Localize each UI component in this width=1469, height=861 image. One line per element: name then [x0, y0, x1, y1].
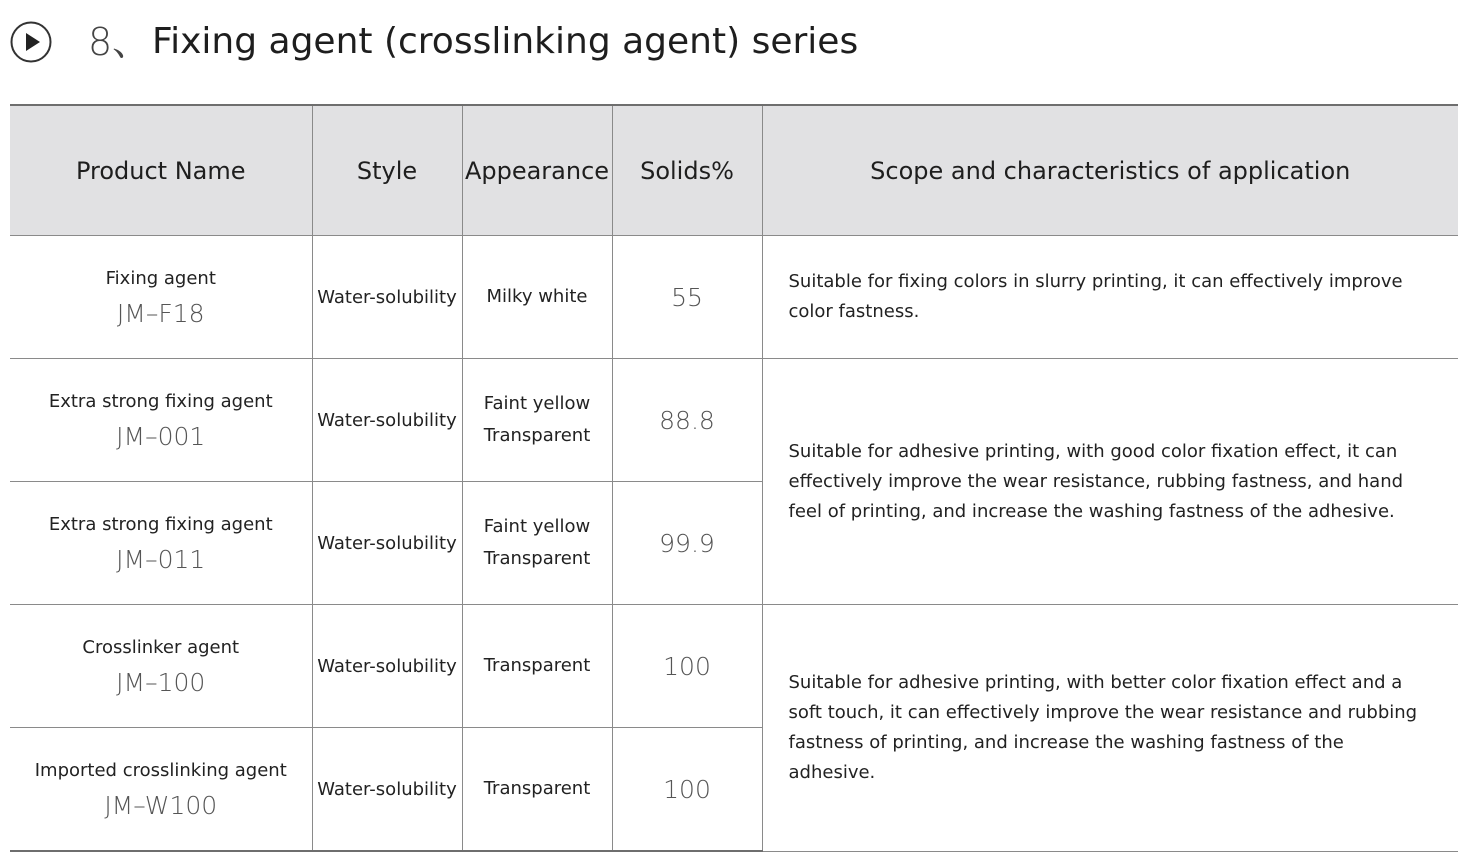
table-row — [10, 359, 1458, 482]
play-circle-icon — [10, 21, 52, 63]
section-title-bar — [10, 18, 859, 66]
solids-cell: 88.8 — [612, 359, 762, 482]
solids-cell: 100 — [612, 605, 762, 728]
appearance-cell — [462, 728, 612, 852]
solids-cell: 55 — [612, 236, 762, 359]
section-number: 8、 — [88, 20, 151, 64]
scope-cell: Suitable for adhesive printing, with good color fixation effect, it can effectively improve the wear resistance, rubbing fastness, and hand feel of printing, and increase the washing fastness of the adhesive. — [762, 359, 1458, 605]
solids-cell: 99.9 — [612, 482, 762, 605]
product-name: Extra strong fixing agent — [48, 391, 273, 412]
appearance-line: Faint yellow — [483, 516, 591, 537]
solids-cell: 100 — [612, 728, 762, 852]
appearance-line: Transparent — [483, 778, 591, 799]
product-name-cell — [10, 482, 312, 605]
appearance-line: Transparent — [483, 425, 591, 446]
appearance-line: Milky white — [486, 286, 588, 307]
product-code: JM–100 — [116, 668, 206, 697]
product-name: Extra strong fixing agent — [48, 514, 273, 535]
style-cell: Water-solubility — [312, 482, 462, 605]
product-name: Fixing agent — [105, 268, 216, 289]
style-cell: Water-solubility — [312, 728, 462, 852]
product-name-cell — [10, 359, 312, 482]
appearance-line: Transparent — [483, 655, 591, 676]
appearance-cell — [462, 359, 612, 482]
style-cell: Water-solubility — [312, 605, 462, 728]
product-name-cell — [10, 728, 312, 852]
product-code: JM–001 — [116, 422, 206, 451]
style-cell: Water-solubility — [312, 236, 462, 359]
style-cell: Water-solubility — [312, 359, 462, 482]
product-name-cell — [10, 236, 312, 359]
scope-cell: Suitable for fixing colors in slurry printing, it can effectively improve color fastness. — [762, 236, 1458, 359]
appearance-cell — [462, 605, 612, 728]
header-style: Style — [312, 105, 462, 236]
header-scope: Scope and characteristics of application — [762, 105, 1458, 236]
table-header-row — [10, 105, 1458, 236]
table-row — [10, 605, 1458, 728]
header-product-name: Product Name — [10, 105, 312, 236]
product-code: JM–011 — [116, 545, 206, 574]
appearance-line: Faint yellow — [483, 393, 591, 414]
appearance-line: Transparent — [483, 548, 591, 569]
product-name: Crosslinker agent — [82, 637, 240, 658]
product-name: Imported crosslinking agent — [34, 760, 287, 781]
section-title: Fixing agent (crosslinking agent) series — [152, 21, 859, 62]
product-name-cell — [10, 605, 312, 728]
scope-cell: Suitable for adhesive printing, with better color fixation effect and a soft touch, it can effectively improve the wear resistance and rubbing fastness of printing, and increase the washing fastness of the adhesive. — [762, 605, 1458, 852]
table-row — [10, 236, 1458, 359]
appearance-cell — [462, 482, 612, 605]
product-code: JM–W100 — [104, 791, 218, 820]
header-solids: Solids% — [612, 105, 762, 236]
header-appearance: Appearance — [462, 105, 612, 236]
appearance-cell — [462, 236, 612, 359]
product-spec-table — [10, 104, 1458, 852]
product-code: JM–F18 — [116, 299, 205, 328]
